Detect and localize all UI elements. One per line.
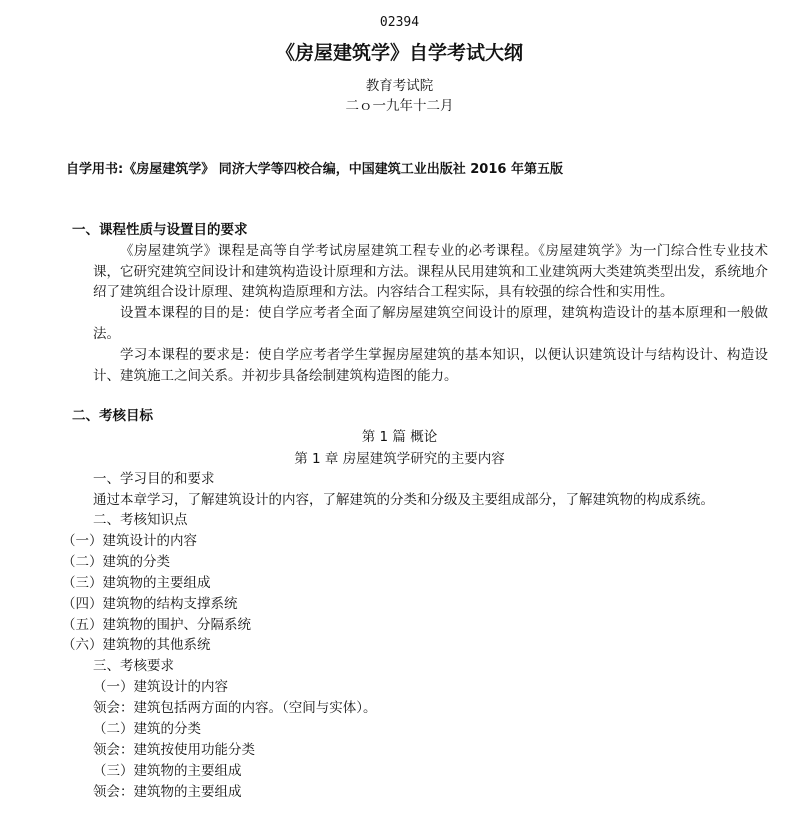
paragraph-course-description: 《房屋建筑学》课程是高等自学考试房屋建筑工程专业的必考课程。《房屋建筑学》为一门综合性专业技术课，它研究建筑空间设计和建筑构造设计原理和方法。课程从民用建筑和工业建筑两大类建筑类型出发，系统地介绍了建筑组合设计原理、建筑构造原理和方法。内容结合工程实际，具有较强的综合性和实用性。	[93, 243, 768, 300]
document-title: 《房屋建筑学》自学考试大纲	[275, 42, 523, 64]
knowledge-point-item: （三）建筑物的主要组成	[62, 575, 211, 591]
requirements-heading: 三、考核要求	[93, 658, 174, 674]
knowledge-point-item: （五）建筑物的围护、分隔系统	[62, 617, 251, 633]
requirement-note: 领会：建筑包括两方面的内容。（空间与实体）。	[93, 700, 377, 716]
section-heading-assessment-goals: 二、考核目标	[72, 408, 153, 424]
requirement-item: （二）建筑的分类	[93, 721, 201, 737]
paragraph-course-requirements: 学习本课程的要求是：使自学应考者学生掌握房屋建筑的基本知识，以便认识建筑设计与结构设计、构造设计、建筑施工之间关系。并初步具备绘制建筑构造图的能力。	[93, 347, 768, 384]
issuing-organization: 教育考试院	[365, 78, 434, 94]
section-heading-course-nature: 一、课程性质与设置目的要求	[72, 222, 248, 238]
course-code: 02394	[379, 15, 420, 30]
knowledge-points-heading: 二、考核知识点	[93, 512, 188, 528]
requirement-note: 领会：建筑按使用功能分类	[93, 742, 255, 758]
knowledge-point-item: （六）建筑物的其他系统	[62, 637, 211, 653]
knowledge-point-item: （一）建筑设计的内容	[62, 533, 197, 549]
textbook-reference: 自学用书:《房屋建筑学》 同济大学等四校合编，中国建筑工业出版社 2016 年第五版	[66, 162, 563, 177]
chapter-title: 第 1 章 房屋建筑学研究的主要内容	[294, 451, 505, 467]
issue-date: 二ｏ一九年十二月	[345, 98, 454, 114]
requirement-item: （一）建筑设计的内容	[93, 679, 228, 695]
knowledge-point-item: （四）建筑物的结构支撑系统	[62, 596, 238, 612]
part-title: 第 1 篇 概论	[361, 429, 438, 445]
knowledge-point-item: （二）建筑的分类	[62, 554, 170, 570]
learning-goals-heading: 一、学习目的和要求	[93, 471, 215, 487]
requirement-item: （三）建筑物的主要组成	[93, 763, 242, 779]
requirement-note: 领会：建筑物的主要组成	[93, 784, 242, 800]
paragraph-course-purpose: 设置本课程的目的是：使自学应考者全面了解房屋建筑空间设计的原理，建筑构造设计的基本原理和一般做法。	[93, 305, 768, 342]
learning-goals-text: 通过本章学习，了解建筑设计的内容，了解建筑的分类和分级及主要组成部分，了解建筑物的构成系统。	[93, 492, 714, 508]
